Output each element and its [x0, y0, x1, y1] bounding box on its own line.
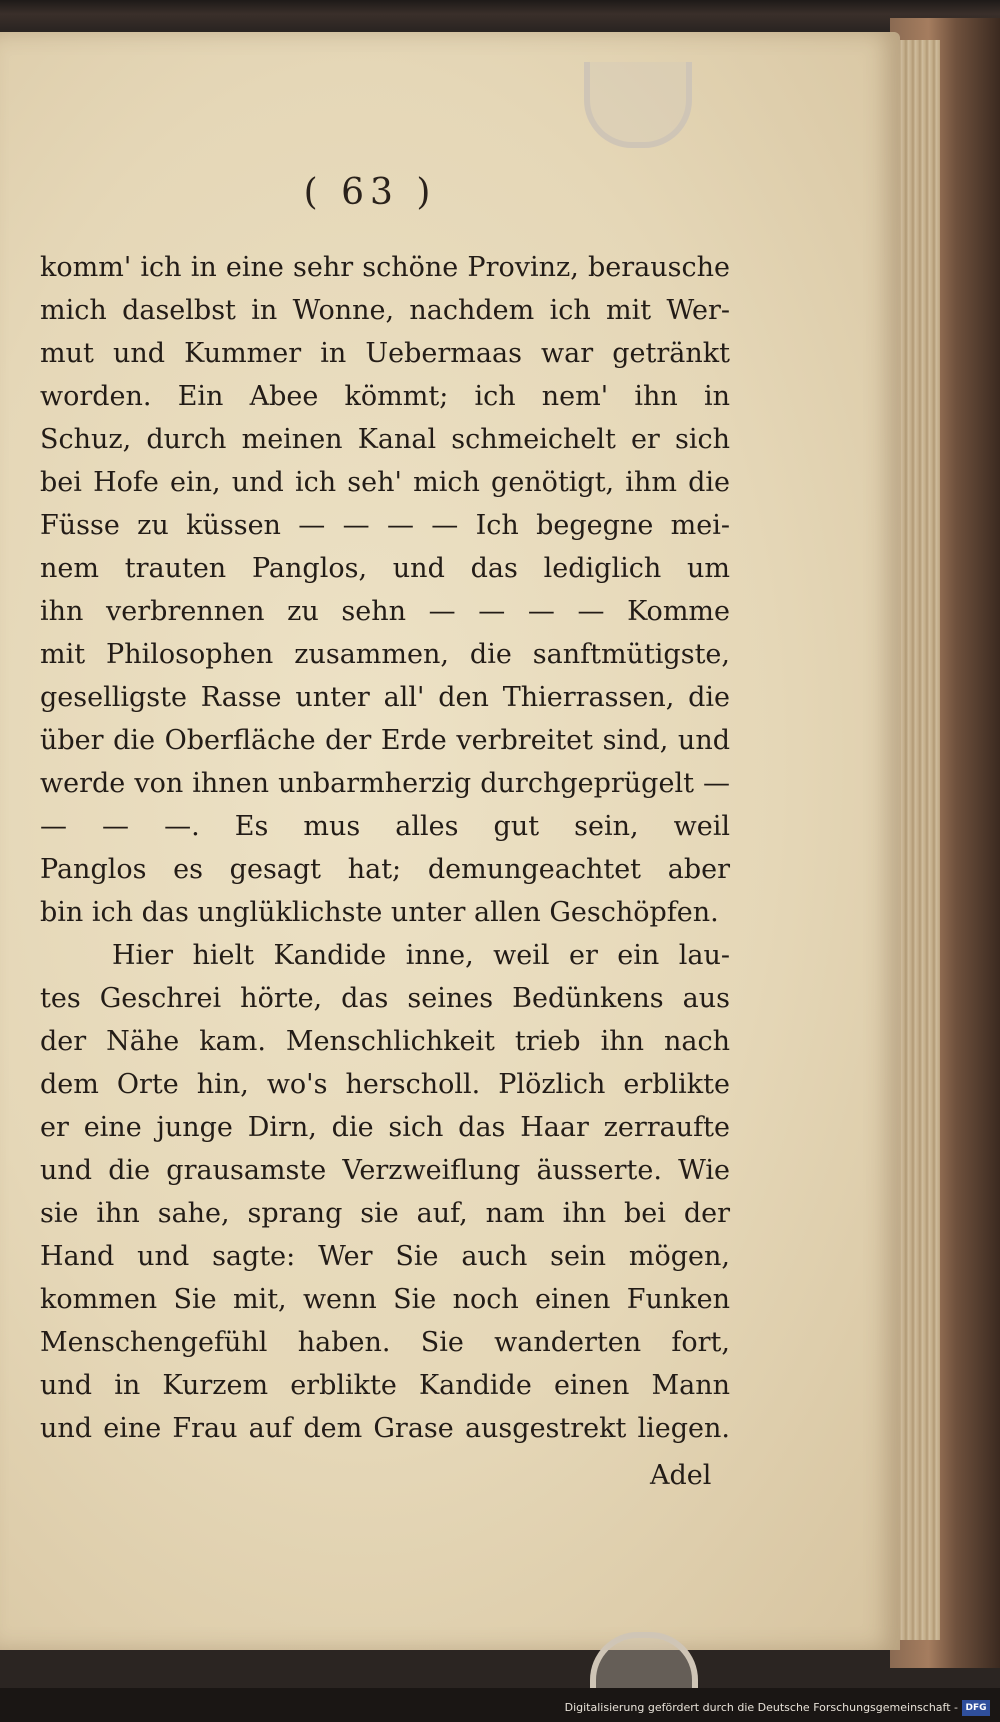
text-line: Menschengefühl haben. Sie wanderten fort, [40, 1327, 730, 1358]
text-line: Füsse zu küssen — — — — Ich begegne mei- [40, 510, 730, 541]
body-text [40, 246, 730, 1450]
dfg-logo: DFG [962, 1700, 990, 1716]
text-line: Schuz, durch meinen Kanal schmeichelt er sich [40, 424, 730, 455]
text-line: tes Geschrei hörte, das seines Bedünkens aus [40, 983, 730, 1014]
text-line: sie ihn sahe, sprang sie auf, nam ihn bei der [40, 1198, 730, 1229]
text-line: mit Philosophen zusammen, die sanftmütigste, [40, 639, 730, 670]
text-line: werde von ihnen unbarmherzig durchgeprügelt — [40, 768, 730, 799]
text-line: kommen Sie mit, wenn Sie noch einen Funken [40, 1284, 730, 1315]
text-line: mich daselbst in Wonne, nachdem ich mit Wer- [40, 295, 730, 326]
page-number: ( 63 ) [303, 172, 437, 213]
text-line: bin ich das unglüklichste unter allen Geschöpfen. [40, 897, 719, 928]
text-line: und eine Frau auf dem Grase ausgestrekt liegen. [40, 1413, 730, 1444]
text-line: Hier hielt Kandide inne, weil er ein lau- [112, 940, 730, 971]
book-page [0, 32, 900, 1650]
text-line: bei Hofe ein, und ich seh' mich genötigt, ihm die [40, 467, 730, 498]
top-clip [584, 62, 692, 148]
text-line: der Nähe kam. Menschlichkeit trieb ihn nach [40, 1026, 730, 1057]
text-line: Hand und sagte: Wer Sie auch sein mögen, [40, 1241, 730, 1272]
text-line: dem Orte hin, wo's herscholl. Plözlich erblikte [40, 1069, 730, 1100]
catchword: Adel [650, 1460, 712, 1491]
text-line: und in Kurzem erblikte Kandide einen Mann [40, 1370, 730, 1401]
text-line: Panglos es gesagt hat; demungeachtet aber [40, 854, 730, 885]
text-line: worden. Ein Abee kömmt; ich nem' ihn in [40, 381, 730, 412]
text-line: geselligste Rasse unter all' den Thierrassen, die [40, 682, 730, 713]
text-line: und die grausamste Verzweiflung äusserte. Wie [40, 1155, 730, 1186]
digitization-credit: Digitalisierung gefördert durch die Deutsche Forschungsgemeinschaft - [564, 1701, 958, 1714]
text-line: ihn verbrennen zu sehn — — — — Komme [40, 596, 730, 627]
text-line: — — —. Es mus alles gut sein, weil [40, 811, 730, 842]
text-line: mut und Kummer in Uebermaas war getränkt [40, 338, 730, 369]
text-line: nem trauten Panglos, und das lediglich um [40, 553, 730, 584]
text-line: komm' ich in eine sehr schöne Provinz, berausche [40, 252, 730, 283]
text-line: über die Oberfläche der Erde verbreitet sind, und [40, 725, 730, 756]
text-line: er eine junge Dirn, die sich das Haar zerraufte [40, 1112, 730, 1143]
